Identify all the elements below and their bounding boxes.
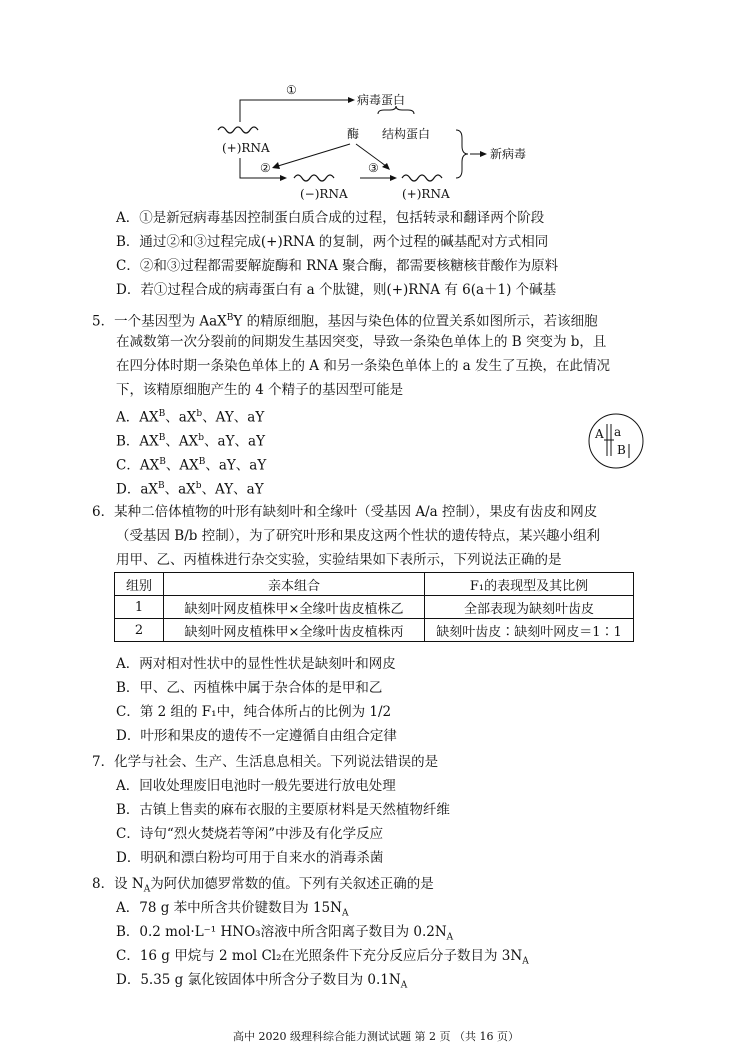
q5-option-a-p2: 、aX: [165, 409, 197, 426]
q7-number: 7．: [92, 754, 115, 770]
table-row: [115, 596, 634, 619]
table-cell: 缺刻叶网皮植株甲×全缘叶齿皮植株乙: [164, 596, 425, 619]
new-virus-brace: [456, 130, 468, 178]
q6-results-table: [114, 572, 634, 642]
enzyme-arrowhead-left: [272, 162, 280, 169]
chrom-allele-B: B: [617, 443, 626, 457]
q7-option-b: B．古镇上售卖的麻布衣服的主要原材料是天然植物纤维: [116, 802, 450, 818]
q7-option-c: C．诗句“烈火焚烧若等闲”中涉及有化学反应: [116, 826, 384, 842]
q8-option-c-sub: A: [522, 956, 529, 967]
q5-option-b-p3: b: [198, 433, 205, 443]
chrom-allele-A: A: [595, 427, 604, 441]
protein-brace: [378, 106, 414, 114]
table-cell: 缺刻叶齿皮∶缺刻叶网皮＝1∶1: [425, 619, 634, 642]
q5-option-a: [116, 404, 264, 428]
minus-rna-wave: [294, 175, 334, 181]
q8-option-c: [116, 946, 529, 972]
q5-line1-start: 一个基因型为 AaX: [114, 313, 227, 330]
q8-stem-rest: 为阿伏加德罗常数的值。下列有关叙述正确的是: [150, 876, 434, 892]
q7-stem-text: 化学与社会、生产、生活息息相关。下列说法错误的是: [114, 754, 439, 770]
q5-option-c-p0: AX: [139, 457, 160, 474]
q8-option-d-text: D．5.35 g 氯化铵固体中所含分子数目为 0.1N: [116, 972, 401, 988]
q5-option-d-p2: 、aX: [164, 481, 196, 498]
q8-option-a-text: A．78 g 苯中所含共价键数目为 15N: [116, 900, 342, 916]
q8-option-b-sub: A: [446, 932, 454, 943]
q5-option-b-p2: 、AX: [165, 433, 199, 450]
q8-stem-sub: A: [143, 884, 151, 895]
q5-option-c-p2: 、AX: [165, 457, 199, 474]
q5-option-d-label: D．: [116, 481, 141, 498]
q5-option-a-p1: B: [158, 409, 166, 419]
q6-number: 6．: [92, 504, 115, 520]
q6-stem-line2: （受基因 B/b 控制），为了研究叶形和果皮这两个性状的遗传特点，某兴趣小组利: [116, 528, 600, 544]
q6-option-b: B．甲、乙、丙植株中属于杂合体的是甲和乙: [116, 680, 383, 696]
q7-option-a: A．回收处理废旧电池时一般先要进行放电处理: [116, 778, 396, 794]
q5-option-c-label: C．: [116, 457, 140, 474]
step1-arrow: [240, 100, 348, 122]
q4-option-c: C．②和③过程都需要解旋酶和 RNA 聚合酶，都需要核糖核苷酸作为原料: [116, 258, 559, 274]
q5-option-d-p0: aX: [140, 481, 158, 498]
q8-stem: [92, 874, 434, 900]
plus-rna-wave-right: [402, 175, 442, 181]
q5-line1-rest: Y 的精原细胞，基因与染色体的位置关系如图所示，若该细胞: [233, 313, 598, 330]
table-header-parents: 亲本组合: [164, 573, 425, 596]
chromosome-diagram: [587, 412, 645, 470]
step1-label: ①: [286, 83, 297, 97]
step3-label: ③: [368, 161, 379, 175]
q5-option-d-p1: B: [158, 481, 165, 491]
table-cell: 缺刻叶网皮植株甲×全缘叶齿皮植株丙: [164, 619, 425, 642]
step2-label: ②: [260, 161, 271, 175]
q5-option-c-p1: B: [159, 457, 166, 467]
new-virus-label: 新病毒: [490, 147, 527, 161]
q5-stem-line1: [92, 308, 598, 332]
q8-option-b: [116, 922, 453, 948]
q7-stem: [92, 752, 438, 772]
q5-option-d-p3: b: [195, 481, 202, 491]
table-header-row: [115, 573, 634, 596]
q5-option-c: [116, 452, 266, 476]
q6-stem-line3: 用甲、乙、丙植株进行杂交实验，实验结果如下表所示，下列说法正确的是: [116, 552, 562, 568]
minus-rna-label: (−)RNA: [300, 187, 348, 201]
q5-option-b: [116, 428, 265, 452]
q8-option-d-sub: A: [400, 980, 408, 991]
enzyme-arrow-left: [278, 144, 350, 166]
chrom-allele-a: a: [614, 425, 622, 439]
viral-protein-label: 病毒蛋白: [357, 93, 406, 107]
page-footer: 高中 2020 级理科综合能力测试试题 第 2 页 （共 16 页）: [233, 1030, 519, 1043]
plus-rna-right-label: (+)RNA: [402, 187, 450, 201]
q6-option-d: D．叶形和果皮的遗传不一定遵循自由组合定律: [116, 728, 397, 744]
q8-option-a: [116, 898, 348, 924]
q7-option-d: D．明矾和漂白粉均可用于自来水的消毒杀菌: [116, 850, 384, 866]
q6-line1: 某种二倍体植物的叶形有缺刻叶和全缘叶（受基因 A/a 控制），果皮有齿皮和网皮: [114, 504, 598, 520]
q8-option-c-text: C．16 g 甲烷与 2 mol Cl₂在光照条件下充分反应后分子数目为 3N: [116, 948, 523, 964]
table-cell: 1: [115, 596, 164, 619]
step3-arrowhead: [390, 175, 397, 181]
enzyme-label: 酶: [347, 127, 360, 141]
q5-option-b-p0: AX: [139, 433, 159, 450]
plus-rna-left-label: (+)RNA: [222, 141, 270, 155]
q5-line1-sup: B: [226, 313, 234, 323]
q5-option-a-p3: b: [196, 409, 203, 419]
q6-option-c: C．第 2 组的 F₁中，纯合体所占的比例为 1/2: [116, 704, 392, 720]
q8-option-d: [116, 970, 407, 996]
structural-protein-label: 结构蛋白: [382, 127, 431, 141]
q5-option-a-label: A．: [116, 409, 140, 426]
plus-rna-wave-left: [218, 127, 258, 133]
q5-stem-line4: 下，该精原细胞产生的 4 个精子的基因型可能是: [116, 382, 404, 398]
q8-option-a-sub: A: [341, 908, 349, 919]
q5-option-b-p4: 、aY、aY: [204, 433, 265, 450]
cell-circle: [589, 414, 643, 468]
q6-stem-line1: [92, 502, 597, 522]
table-row: [115, 619, 634, 642]
q5-option-c-p3: B: [198, 457, 206, 467]
q5-option-b-label: B．: [116, 433, 140, 450]
new-virus-arrowhead: [480, 151, 487, 157]
q8-number: 8．: [92, 876, 115, 892]
q6-option-a: A．两对相对性状中的显性性状是缺刻叶和网皮: [116, 656, 396, 672]
q4-option-b: B．通过②和③过程完成(+)RNA 的复制，两个过程的碱基配对方式相同: [116, 234, 549, 250]
q5-option-d: [116, 476, 264, 500]
table-header-f1: F₁的表现型及其比例: [425, 573, 634, 596]
q5-option-b-p1: B: [158, 433, 166, 443]
q5-number: 5．: [92, 313, 115, 330]
table-cell: 全部表现为缺刻叶齿皮: [425, 596, 634, 619]
q4-option-d: D．若①过程合成的病毒蛋白有 a 个肽键，则(+)RNA 有 6(a＋1) 个碱基: [116, 282, 557, 298]
table-cell: 2: [115, 619, 164, 642]
q5-option-a-p4: 、AY、aY: [202, 409, 265, 426]
step2-arrowhead: [280, 175, 287, 181]
q5-option-a-p0: AX: [139, 409, 159, 426]
q5-stem-line3: 在四分体时期一条染色单体上的 A 和另一条染色单体上的 a 发生了互换，在此情况: [116, 358, 610, 374]
q5-option-c-p4: 、aY、aY: [205, 457, 267, 474]
step1-arrowhead: [348, 97, 355, 103]
q4-option-a: A．①是新冠病毒基因控制蛋白质合成的过程，包括转录和翻译两个阶段: [116, 210, 545, 226]
q5-stem-line2: 在减数第一次分裂前的间期发生基因突变，导致一条染色单体上的 B 突变为 b，且: [116, 334, 607, 350]
q8-option-b-text: B．0.2 mol·L⁻¹ HNO₃溶液中所含阳离子数目为 0.2N: [116, 924, 447, 940]
table-header-group: 组别: [115, 573, 164, 596]
q8-stem-text: 设 N: [114, 876, 144, 892]
virus-replication-diagram: [190, 78, 570, 206]
q5-option-d-p4: 、AY、aY: [201, 481, 264, 498]
